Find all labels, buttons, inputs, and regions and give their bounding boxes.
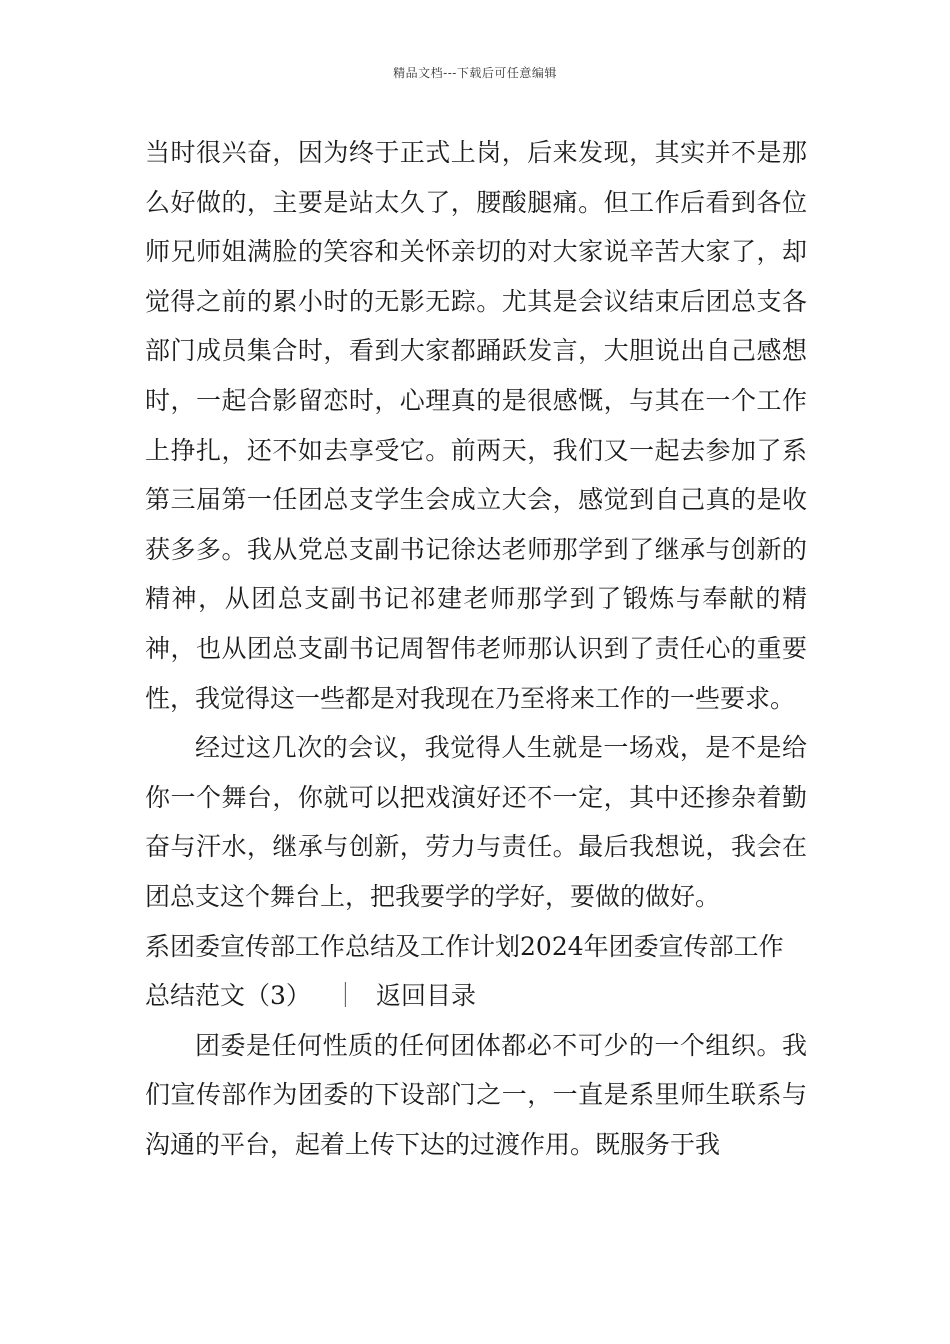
section-title bbox=[145, 922, 807, 1021]
page-header: 精品文档---下载后可任意编辑 bbox=[393, 66, 557, 80]
section-title-text: 系团委宣传部工作总结及工作计划2024年团委宣传部工作总结范文（3） bbox=[145, 931, 784, 1011]
paragraph-3: 团委是任何性质的任何团体都必不可少的一个组织。我们宣传部作为团委的下设部门之一，一直是系里师生联系与沟通的平台，起着上传下达的过渡作用。既服务于我 bbox=[145, 1030, 807, 1159]
title-separator: ｜ bbox=[332, 981, 358, 1011]
document-body bbox=[145, 128, 807, 1169]
back-to-toc-link[interactable]: 返回目录 bbox=[375, 981, 476, 1011]
paragraph-2: 经过这几次的会议，我觉得人生就是一场戏，是不是给你一个舞台，你就可以把戏演好还不一定，其中还掺杂着勤奋与汗水，继承与创新，劳力与责任。最后我想说，我会在团总支这个舞台上，把我要学的学好，要做的做好。 bbox=[145, 733, 807, 911]
paragraph-1: 当时很兴奋，因为终于正式上岗，后来发现，其实并不是那么好做的，主要是站太久了，腰酸腿痛。但工作后看到各位师兄师姐满脸的笑容和关怀亲切的对大家说辛苦大家了，却觉得之前的累小时的无影无踪。尤其是会议结束后团总支各部门成员集合时，看到大家都踊跃发言，大胆说出自己感想时，一起合影留恋时，心理真的是很感慨，与其在一个工作上挣扎，还不如去享受它。前两天，我们又一起去参加了系第三届第一任团总支学生会成立大会，感觉到自己真的是收获多多。我从党总支副书记徐达老师那学到了继承与创新的精神，从团总支副书记祁建老师那学到了锻炼与奉献的精神，也从团总支副书记周智伟老师那认识到了责任心的重要性，我觉得这一些都是对我现在乃至将来工作的一些要求。 bbox=[145, 138, 807, 713]
